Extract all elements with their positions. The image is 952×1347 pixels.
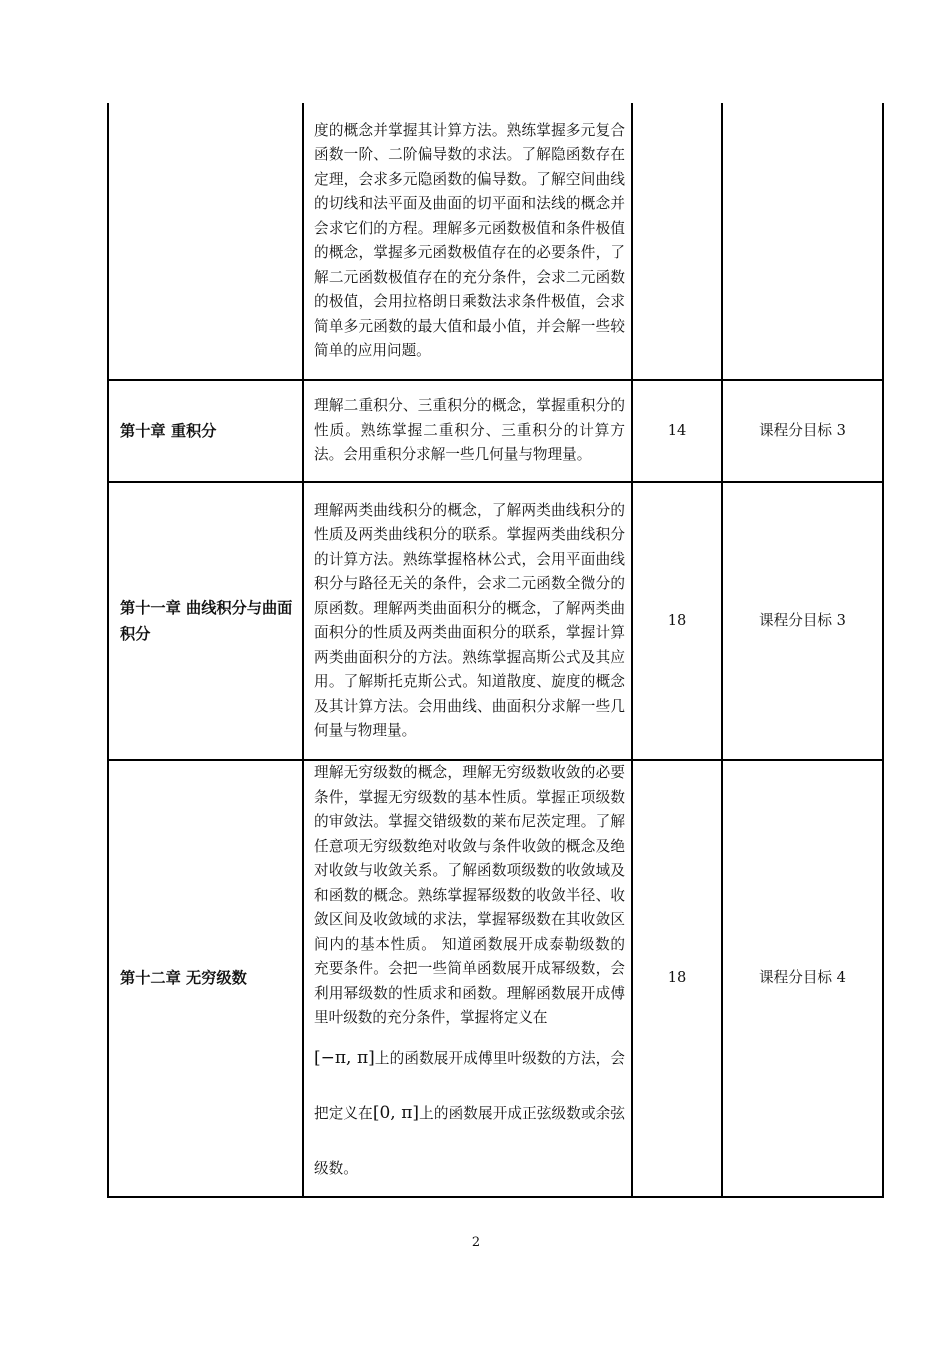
content-text: 理解无穷级数的概念，理解无穷级数收敛的必要条件，掌握无穷级数的基本性质。掌握正项级数的审敛法。掌握交错级数的莱布尼茨定理。了解任意项无穷级数绝对收敛与条件收敛的概念及绝对收敛与收敛关系。了解函数项级数的收敛域及和函数的概念。熟练掌握幂级数的收敛半径、收敛区间及收敛域的求法，掌握幂级数在其收敛区间内的基本性质。 知道函数展开成泰勒级数的充要条件。会把一些简单函数展开成幂级数，会利用幂级数的性质求和函数。理解函数展开成傅里叶级数的充分条件，掌握将定义在 [314, 764, 625, 1026]
table-row [108, 103, 883, 380]
table-row [108, 380, 883, 482]
content-text: 上的函数展开成傅里叶级数的方法，会把定义在 [314, 1049, 625, 1122]
content-cell: 理解两类曲线积分的概念，了解两类曲线积分的性质及两类曲线积分的联系。掌握两类曲线积分的计算方法。熟练掌握格林公式，会用平面曲线积分与路径无关的条件，会求二元函数全微分的原函数。理解两类曲面积分的概念，了解两类曲面积分的性质及两类曲面积分的联系，掌握计算两类曲面积分的方法。熟练掌握高斯公式及其应用。了解斯托克斯公式。知道散度、旋度的概念及其计算方法。会用曲线、曲面积分求解一些几何量与物理量。 [303, 482, 632, 760]
content-cell: 度的概念并掌握其计算方法。熟练掌握多元复合函数一阶、二阶偏导数的求法。了解隐函数存在定理，会求多元隐函数的偏导数。了解空间曲线的切线和法平面及曲面的切平面和法线的概念并会求它们的方程。理解多元函数极值和条件极值的概念，掌握多元函数极值存在的必要条件，了解二元函数极值存在的充分条件，会求二元函数的极值，会用拉格朗日乘数法求条件极值，会求简单多元函数的最大值和最小值，并会解一些较简单的应用问题。 [303, 103, 632, 380]
chapter-cell [108, 103, 303, 380]
page-number: 2 [471, 1235, 481, 1250]
syllabus-table [107, 103, 884, 1198]
chapter-cell: 第十一章 曲线积分与曲面积分 [108, 482, 303, 760]
target-cell: 课程分目标 3 [722, 380, 883, 482]
hours-cell: 14 [632, 380, 722, 482]
table-row [108, 482, 883, 760]
formula-line [314, 1031, 625, 1196]
target-cell: 课程分目标 3 [722, 482, 883, 760]
content-cell: 理解二重积分、三重积分的概念，掌握重积分的性质。熟练掌握二重积分、三重积分的计算方法。会用重积分求解一些几何量与物理量。 [303, 380, 632, 482]
content-cell [303, 760, 632, 1197]
content-text: 上的函数展开成正弦级数或余弦级数。 [314, 1104, 625, 1177]
chapter-cell: 第十二章 无穷级数 [108, 760, 303, 1197]
target-cell [722, 103, 883, 380]
hours-cell [632, 103, 722, 380]
chapter-cell: 第十章 重积分 [108, 380, 303, 482]
target-cell: 课程分目标 4 [722, 760, 883, 1197]
hours-cell: 18 [632, 760, 722, 1197]
interval-formula: [0, π] [372, 1102, 420, 1123]
table-row [108, 760, 883, 1197]
interval-formula: [−π, π] [314, 1047, 375, 1068]
hours-cell: 18 [632, 482, 722, 760]
